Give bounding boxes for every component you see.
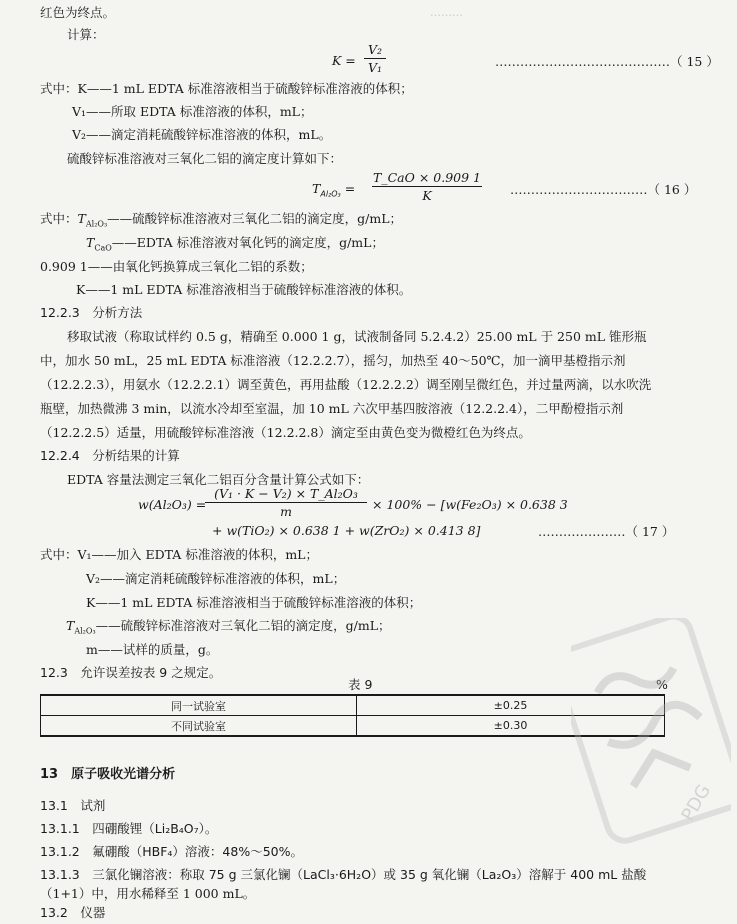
- equation-number: ……………………………………（ 15 ）: [495, 54, 719, 69]
- paragraph-line: （12.2.2.3），用氨水（12.2.2.1）调至黄色，再用盐酸（12.2.2.2）调至刚呈微红色，并过量两滴，以水吹洗: [40, 377, 652, 392]
- equation-number: ……………………………（ 16 ）: [510, 182, 697, 197]
- fraction-numerator: T_CaO × 0.909 1: [373, 170, 481, 185]
- text-line: K——1 mL EDTA 标准溶液相当于硫酸锌标准溶液的体积；: [86, 595, 422, 610]
- equation-17-remainder: × 100% − [w(Fe₂O₃) × 0.638 3: [372, 497, 568, 512]
- text-line: $T_{CaO}——EDTA$ 标准溶液对氧化钙的滴定度，g/mL；: [86, 235, 384, 253]
- table-caption: 表 9: [348, 677, 373, 692]
- paragraph-line: 移取试液（称取试样约 0.5 g，精确至 0.000 1 g，试液制备同 5.2.4.2）25.00 mL 于 250 mL 锥形瓶: [67, 329, 647, 344]
- equation-16-fraction: [372, 170, 482, 203]
- table-cell-label: 不同试验室: [41, 716, 357, 737]
- paragraph-line: （12.2.2.5）适量，用硫酸锌标准溶液（12.2.2.8）滴定至由黄色变为微橙红色为终点。: [40, 425, 531, 440]
- watermark-seal-icon: [571, 618, 731, 848]
- table-cell-label: 同一试验室: [41, 695, 357, 716]
- equation-15-lhs: K =: [332, 53, 356, 68]
- equation-number: …………………（ 17 ）: [538, 524, 675, 539]
- text-line: V₂——滴定消耗硫酸锌标准溶液的体积，mL。: [72, 127, 332, 142]
- paragraph-line: EDTA 容量法测定三氧化二铝百分含量计算公式如下：: [67, 472, 370, 487]
- section-heading: 13.1 试剂: [40, 798, 106, 813]
- fraction-numerator: V₂: [367, 42, 383, 57]
- section-heading: 13.2 仪器: [40, 905, 106, 920]
- fraction-denominator: m: [280, 504, 292, 519]
- text-line: 式中：V₁——加入 EDTA 标准溶液的体积，mL；: [40, 547, 318, 562]
- paragraph-line: （1+1）中，用水稀释至 1 000 mL。: [40, 886, 256, 901]
- text-line: V₂——滴定消耗硫酸锌标准溶液的体积，mL；: [86, 571, 346, 586]
- text-line: m——试样的质量，g。: [86, 642, 219, 657]
- show-through-text: ………: [430, 6, 463, 19]
- section-heading: 12.2.4 分析结果的计算: [40, 448, 180, 463]
- watermark-text: PDG: [677, 780, 715, 825]
- text-line: V₁——所取 EDTA 标准溶液的体积，mL；: [72, 104, 313, 119]
- table-unit: %: [656, 677, 668, 692]
- paragraph-line: 瓶壁，加热微沸 3 min，以流水冷却至室温，加 10 mL 六次甲基四胺溶液（12.2.2.4），二甲酚橙指示剂: [40, 401, 624, 416]
- fraction-denominator: K: [422, 188, 432, 203]
- fraction-numerator: (V₁ · K − V₂) × T_Al₂O₃: [214, 486, 358, 501]
- text-line: 式中：$T_{Al_2O_3}——$硫酸锌标准溶液对三氧化二铝的滴定度，g/mL；: [40, 211, 403, 229]
- text-line: K——1 mL EDTA 标准溶液相当于硫酸锌标准溶液的体积。: [76, 282, 412, 297]
- text-line: $T_{Al_2O_3}——$硫酸锌标准溶液对三氧化二铝的滴定度，g/mL；: [66, 618, 391, 636]
- equation-17-lhs: w(Al₂O₃) =: [138, 497, 207, 512]
- table-cell-value: ±0.25: [357, 695, 665, 716]
- section-heading: 12.2.3 分析方法: [40, 305, 143, 320]
- text-line: 红色为终点。: [40, 5, 116, 20]
- section-heading: 12.3 允许误差按表 9 之规定。: [40, 665, 222, 680]
- section-heading: 13.1.1 四硼酸锂（Li₂B₄O₇）。: [40, 821, 218, 836]
- table-cell-value: ±0.30: [357, 716, 665, 737]
- fraction-denominator: V₁: [367, 60, 383, 75]
- chapter-heading: 13 原子吸收光谱分析: [40, 767, 176, 782]
- text-line: 计算：: [67, 27, 105, 42]
- text-line: 硫酸锌标准溶液对三氧化二铝的滴定度计算如下：: [67, 151, 343, 166]
- text-line: 式中：K——1 mL EDTA 标准溶液相当于硫酸锌标准溶液的体积；: [40, 81, 413, 96]
- section-heading: 13.1.3 三氯化镧溶液：称取 75 g 三氯化镧（LaCl₃·6H₂O）或 35 g 氧化镧（La₂O₃）溶解于 400 mL 盐酸: [40, 867, 647, 882]
- equation-15-fraction: [364, 42, 386, 75]
- text-line: 0.909 1——由氧化钙换算成三氧化二铝的系数；: [40, 259, 313, 274]
- equation-17-line2: + w(TiO₂) × 0.638 1 + w(ZrO₂) × 0.413 8]: [212, 523, 481, 538]
- equation-17-fraction: [205, 486, 367, 519]
- section-heading: 13.1.2 氟硼酸（HBF₄）溶液：48%～50%。: [40, 844, 304, 859]
- paragraph-line: 中，加水 50 mL，25 mL EDTA 标准溶液（12.2.2.7），摇匀，加热至 40～50℃，加一滴甲基橙指示剂: [40, 353, 626, 368]
- equation-16-lhs: $T_{Al_2O_3}$ =: [312, 181, 356, 199]
